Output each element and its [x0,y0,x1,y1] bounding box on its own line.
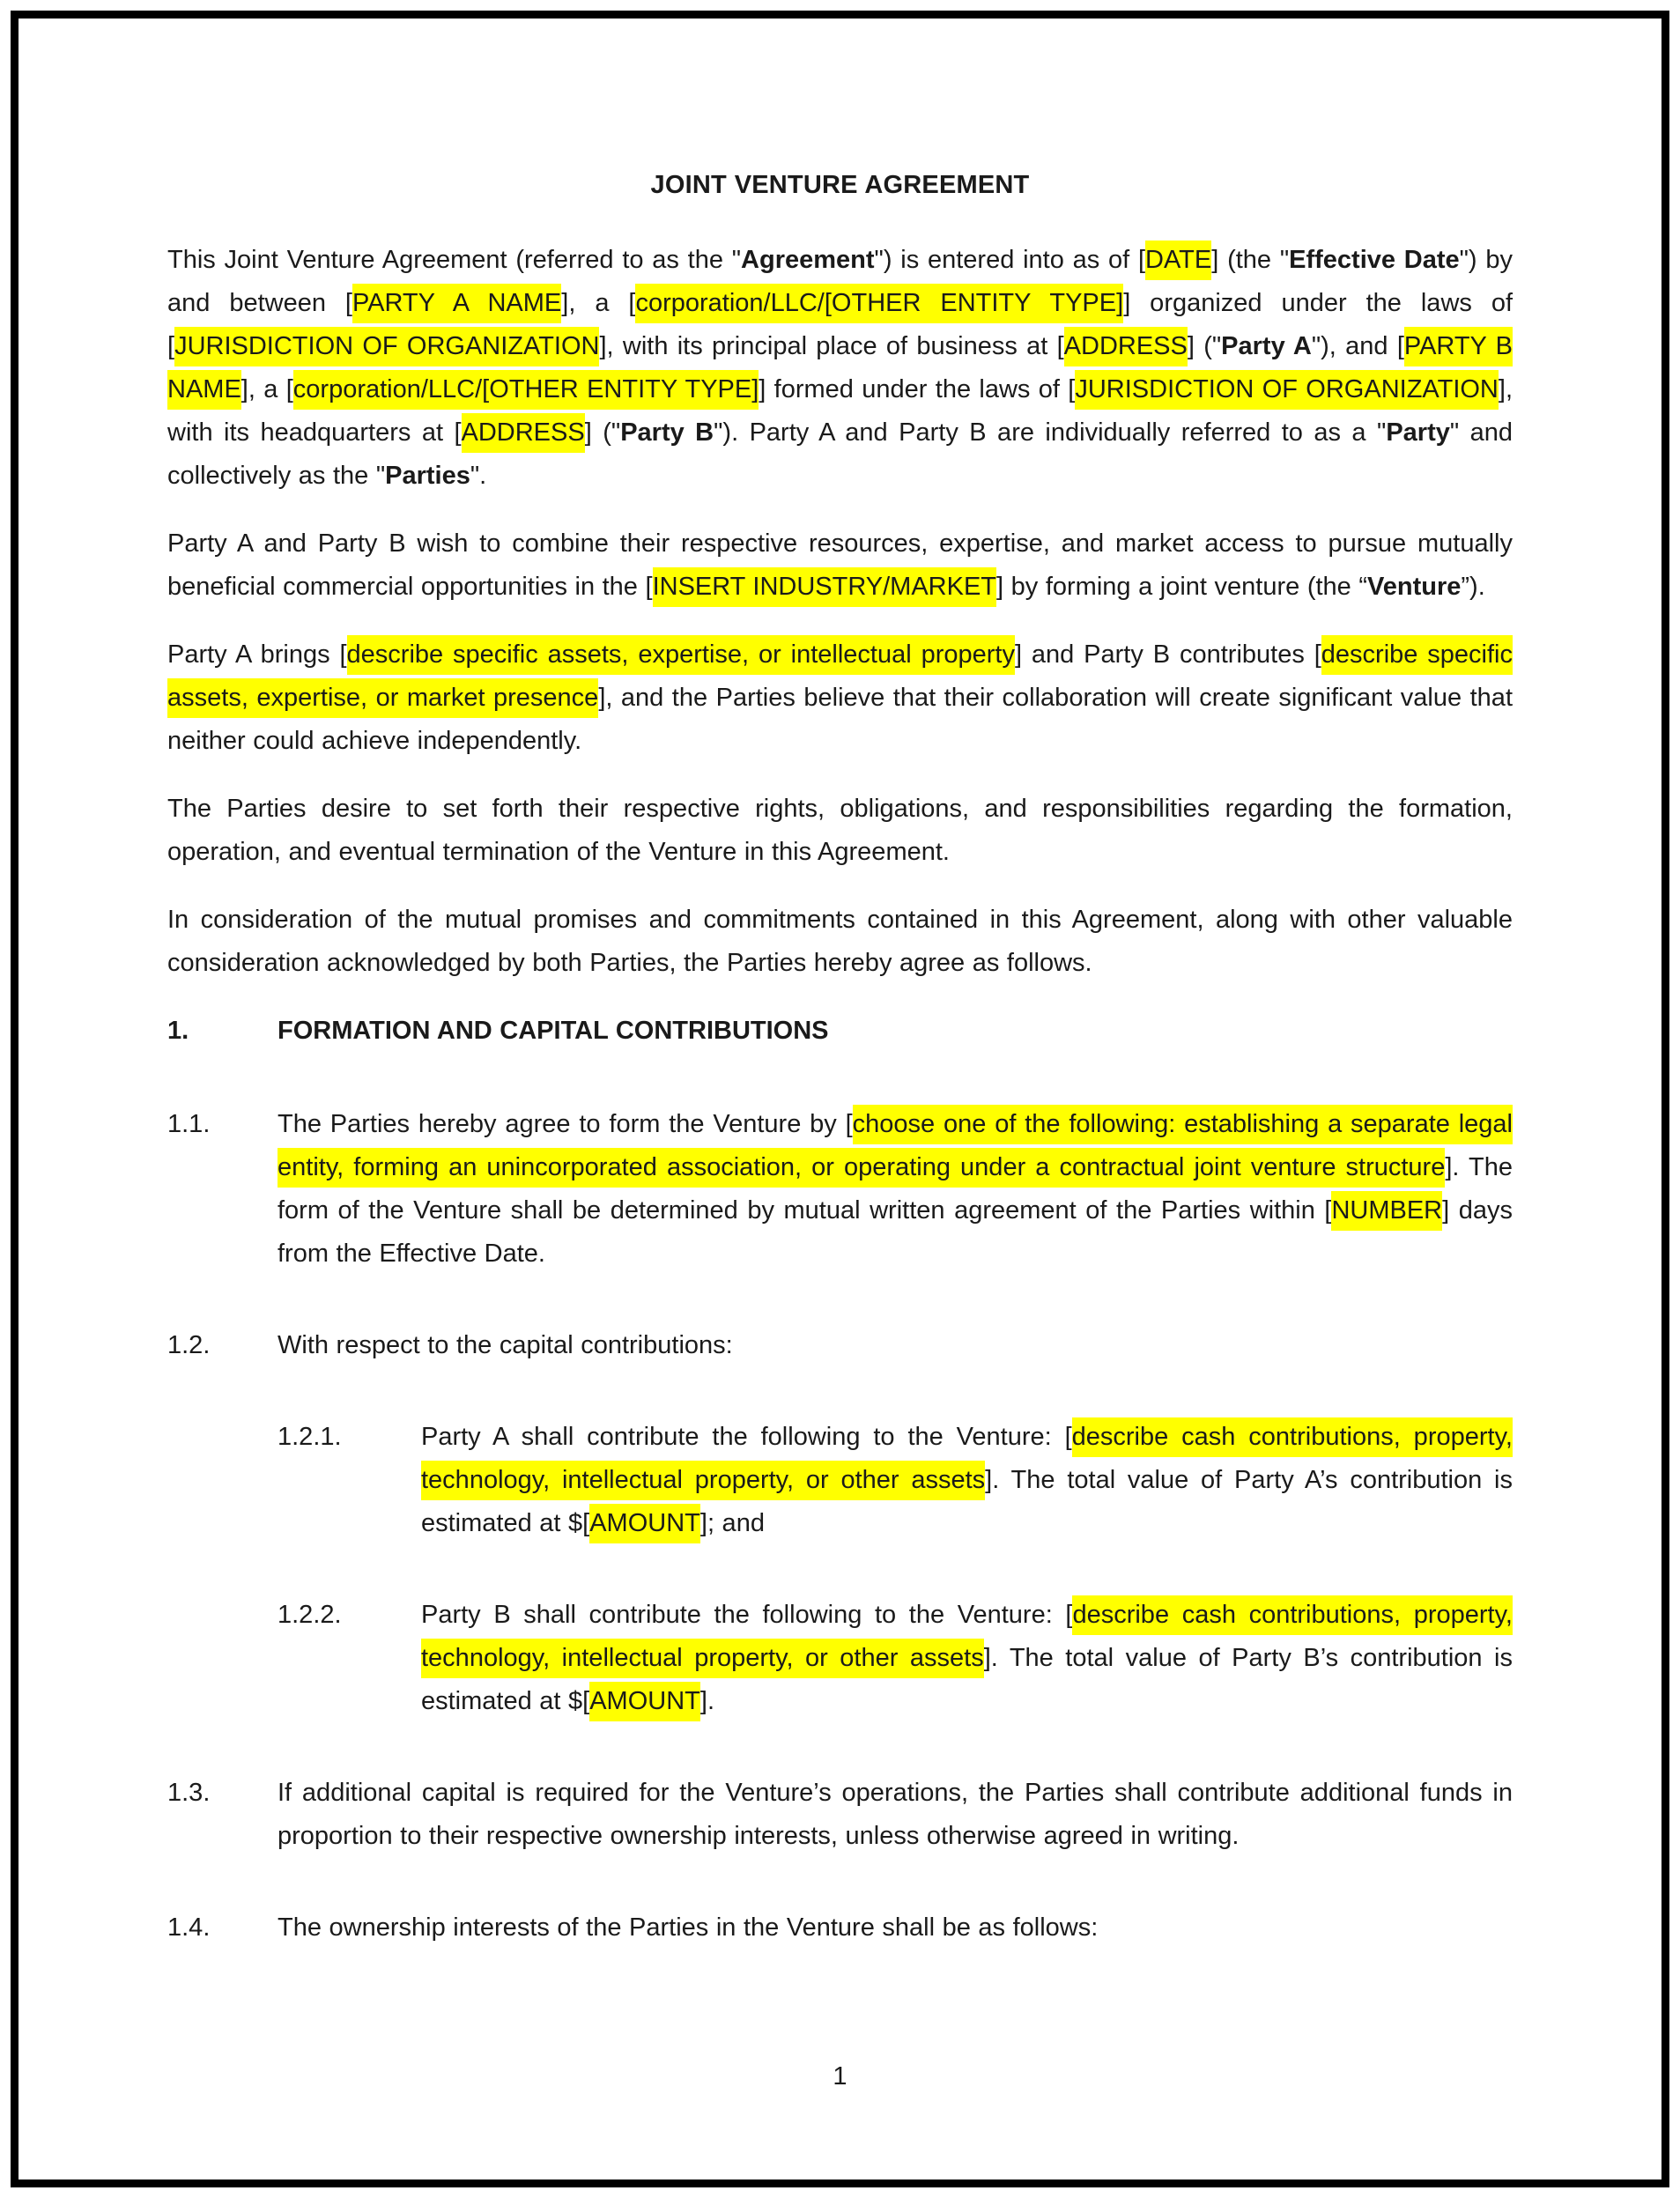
clause-number: 1.2.1. [278,1423,342,1451]
numbered-clause [167,1772,1513,1858]
text-run: ]. [699,1687,715,1715]
text-run: ]. The total value of Party A’s contribution is estimated at $[ [421,1466,1513,1537]
text-run: This Joint Venture Agreement (referred to as the " [167,246,742,274]
text-run: Parties [385,462,470,490]
highlighted-placeholder: corporation/LLC/[OTHER ENTITY TYPE] [635,284,1123,323]
text-run: ] days from the Effective Date. [278,1196,1513,1268]
paragraph [167,522,1513,609]
text-run: ], with its principal place of business at [ [599,332,1064,360]
text-run: Effective Date [1289,246,1460,274]
paragraph [167,633,1513,763]
text-run: FORMATION AND CAPITAL CONTRIBUTIONS [278,1017,829,1045]
highlighted-placeholder: NUMBER [1331,1191,1442,1231]
highlighted-placeholder: ADDRESS [1064,327,1188,366]
text-run: Party B shall contribute the following to the Venture: [ [421,1601,1073,1629]
text-run: ") is entered into as of [ [874,246,1146,274]
paragraph [167,239,1513,498]
text-run: The ownership interests of the Parties in the Venture shall be as follows: [278,1913,1099,1942]
numbered-clause [167,1103,1513,1276]
text-run: With respect to the capital contributions: [278,1331,733,1359]
highlighted-placeholder: AMOUNT [589,1504,700,1543]
clause-number: 1.2.2. [278,1601,342,1629]
text-run: The Parties desire to set forth their respective rights, obligations, and responsibilities regarding the formation, operation, and eventual termination of the Venture in this Agreement. [167,795,1513,866]
text-run: "), and [ [1311,332,1404,360]
text-run: The Parties hereby agree to form the Venture by [ [278,1110,853,1138]
highlighted-placeholder: JURISDICTION OF ORGANIZATION [174,327,599,366]
text-run: ] (" [1187,332,1222,360]
text-run: ], with its headquarters at [ [167,375,1513,447]
text-run: Agreement [741,246,875,274]
text-run: ] and Party B contributes [ [1014,640,1321,669]
text-run: ]. The form of the Venture shall be determined by mutual written agreement of the Parties within [ [278,1153,1513,1225]
text-run: Party A and Party B wish to combine their respective resources, expertise, and market access to pursue mutually beneficial commercial opportunities in the [ [167,529,1513,601]
highlighted-placeholder: JURISDICTION OF ORGANIZATION [1075,370,1499,410]
highlighted-placeholder: INSERT INDUSTRY/MARKET [653,567,996,607]
text-run: If additional capital is required for the Venture’s operations, the Parties shall contribute additional funds in proportion to their respective ownership interests, unless otherwise agreed in writing. [278,1779,1513,1850]
clause-number: 1.2. [167,1331,211,1359]
numbered-clause [167,1416,1513,1545]
text-run: Venture [1367,573,1462,601]
highlighted-placeholder: describe specific assets, expertise, or market presence [167,635,1513,718]
text-run: "). Party A and Party B are individually referred to as a " [714,418,1387,447]
text-run: ] formed under the laws of [ [759,375,1076,403]
text-run: ") by and between [ [167,246,1513,317]
highlighted-placeholder: describe cash contributions, property, technology, intellectual property, or other assets [421,1595,1513,1678]
highlighted-placeholder: PARTY B NAME [167,327,1513,410]
document-title: JOINT VENTURE AGREEMENT [650,171,1030,199]
text-run: ”). [1461,573,1485,601]
numbered-clause [167,1324,1513,1367]
numbered-clause [167,1594,1513,1723]
numbered-clause [167,1906,1513,1950]
text-run: ], and the Parties believe that their collaboration will create significant value that neither could achieve independently. [167,684,1513,755]
text-run: ], a [ [561,289,636,317]
clause-number: 1.4. [167,1913,211,1942]
paragraph [167,788,1513,874]
text-run: ] by forming a joint venture (the “ [996,573,1368,601]
page-number: 1 [833,2062,847,2091]
clause-number: 1.1. [167,1110,211,1138]
highlighted-placeholder: ADDRESS [462,413,585,453]
text-run: ] (" [584,418,621,447]
text-run: ]; and [699,1509,765,1537]
highlighted-placeholder: PARTY A NAME [352,284,561,323]
text-run: Party [1386,418,1450,447]
document-content [167,0,1513,1998]
text-run: Party B [620,418,714,447]
document-body [167,239,1513,1950]
text-run: Party A [1221,332,1312,360]
highlighted-placeholder: describe specific assets, expertise, or intellectual property [347,635,1015,675]
highlighted-placeholder: AMOUNT [589,1682,700,1721]
text-run: ] organized under the laws of [ [167,289,1513,360]
highlighted-placeholder: corporation/LLC/[OTHER ENTITY TYPE] [293,370,759,410]
clause-number: 1. [167,1017,189,1045]
highlighted-placeholder: choose one of the following: establishing a separate legal entity, forming an unincorporated association, or operating under a contractual joint venture structure [278,1105,1513,1188]
text-run: In consideration of the mutual promises and commitments contained in this Agreement, along with other valuable consideration acknowledged by both Parties, the Parties hereby agree as follows. [167,906,1513,977]
paragraph [167,899,1513,985]
text-run: ] (the " [1211,246,1290,274]
section-heading [167,1010,1513,1053]
text-run: ]. The total value of Party B’s contribution is estimated at $[ [421,1644,1513,1715]
highlighted-placeholder: describe cash contributions, property, technology, intellectual property, or other assets [421,1417,1513,1500]
highlighted-placeholder: DATE [1145,241,1211,280]
clause-number: 1.3. [167,1779,211,1807]
text-run: ". [470,462,487,490]
text-run: Party A shall contribute the following to the Venture: [ [421,1423,1072,1451]
text-run: " and collectively as the " [167,418,1513,490]
text-run: ], a [ [241,375,293,403]
text-run: Party A brings [ [167,640,347,669]
